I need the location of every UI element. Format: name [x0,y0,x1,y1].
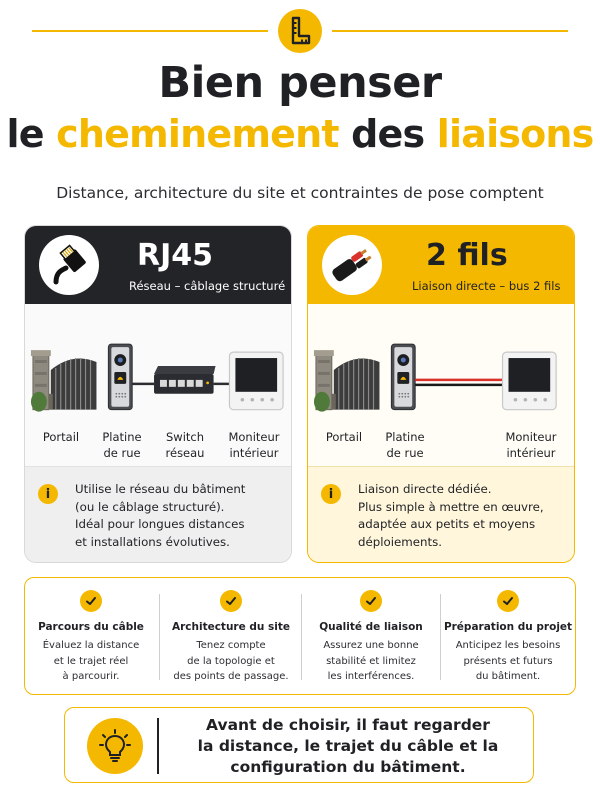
device-label-platine: Platine de rue [385,430,425,460]
device-label-moniteur: Moniteur intérieur [505,430,557,460]
criterion-line: du bâtiment. [475,671,541,682]
check-icon [360,590,382,612]
check-icon [220,590,242,612]
ethernet-cable-icon [39,235,99,295]
rj45-card-header [25,226,291,304]
criterion-line: de la topologie et [187,655,275,667]
rj45-card-title: RJ45 [137,238,214,273]
title-text: des [338,112,437,156]
two-wire-info-text [358,481,566,551]
criterion-line: et le trajet réel [53,655,129,667]
rj45-info-text [75,481,283,551]
criterion-title: Qualité de liaison [319,621,423,633]
conclusion-divider [157,718,159,774]
info-icon: i [38,484,58,504]
rj45-card [24,225,292,563]
info-line: Plus simple à mettre en œuvre, [358,499,544,514]
info-line: Utilise le réseau du bâtiment [75,482,246,496]
device-label-switch: Switch réseau [165,430,205,460]
criterion-title: Préparation du projet [443,621,573,633]
info-line: et installations évolutives. [75,534,230,549]
lightbulb-icon [87,718,143,774]
page-title-line2 [0,112,600,156]
title-text: le [6,112,57,156]
conclusion-line: Avant de choisir, il faut regarder [206,716,490,734]
criterion-line: Anticipez les besoins [455,640,561,651]
criterion-line: présents et futurs [463,655,553,667]
info-line: déploiements. [358,534,443,549]
ruler-icon [278,9,322,53]
device-label-moniteur: Moniteur intérieur [228,430,280,460]
two-wire-card-subtitle: Liaison directe – bus 2 fils [412,279,561,293]
info-line: Liaison directe dédiée. [358,482,492,496]
criterion-description [161,638,301,685]
conclusion-box [64,707,534,783]
two-wire-info-box [308,466,574,563]
conclusion-line: configuration du bâtiment. [230,758,466,776]
criterion-cable-route [25,578,157,694]
gate-icon [31,350,97,412]
criterion-line: les interférences. [327,671,415,682]
check-icon [497,590,519,612]
criterion-line: stabilité et limitez [326,655,416,667]
criteria-panel [24,577,576,695]
criterion-description [25,638,157,685]
criterion-line: à parcourir. [62,671,120,682]
rj45-info-box [25,466,291,563]
criterion-project-prep [442,578,574,694]
rj45-card-subtitle: Réseau – câblage structuré [129,279,286,293]
top-divider-left [32,30,268,32]
check-icon [80,590,102,612]
page-subtitle: Distance, architecture du site et contraintes de pose comptent [56,184,544,202]
info-icon: i [321,484,341,504]
network-switch-icon [154,366,216,394]
info-line: adaptée aux petits et moyens [358,517,536,531]
conclusion-text [169,715,527,778]
criterion-line: des points de passage. [173,671,289,682]
info-line: Idéal pour longues distances [75,517,245,531]
door-station-icon [108,344,132,410]
criterion-description [442,638,574,685]
device-label-portail: Portail [42,430,80,444]
criterion-title: Parcours du câble [38,621,144,633]
door-station-icon [391,344,415,410]
device-label-portail: Portail [325,430,363,444]
rj45-diagram [25,316,291,416]
conclusion-line: la distance, le trajet du câble et la [197,737,499,755]
indoor-monitor-icon [503,352,557,410]
criteria-divider [440,594,441,680]
criterion-line: Évaluez la distance [42,640,140,651]
two-wire-card-header [308,226,574,304]
criterion-link-quality [303,578,439,694]
gate-icon [314,350,380,412]
criterion-line: Assurez une bonne [323,640,419,651]
device-label-platine: Platine de rue [102,430,142,460]
info-line: (ou le câblage structuré). [75,499,225,514]
page-title-line1: Bien penser [158,58,442,108]
two-wire-card-title: 2 fils [426,238,508,273]
criterion-title: Architecture du site [171,621,291,633]
title-highlight: cheminement [56,112,339,156]
two-wire-diagram [308,316,574,416]
two-wire-cable-icon [322,235,382,295]
criterion-site-architecture [161,578,301,694]
criterion-description [303,638,439,685]
criterion-line: Tenez compte [196,640,266,651]
indoor-monitor-icon [229,352,283,410]
two-wire-card [307,225,575,563]
top-divider-right [332,30,568,32]
title-highlight: liaisons [436,112,594,156]
criteria-divider [159,594,160,680]
criteria-divider [301,594,302,680]
